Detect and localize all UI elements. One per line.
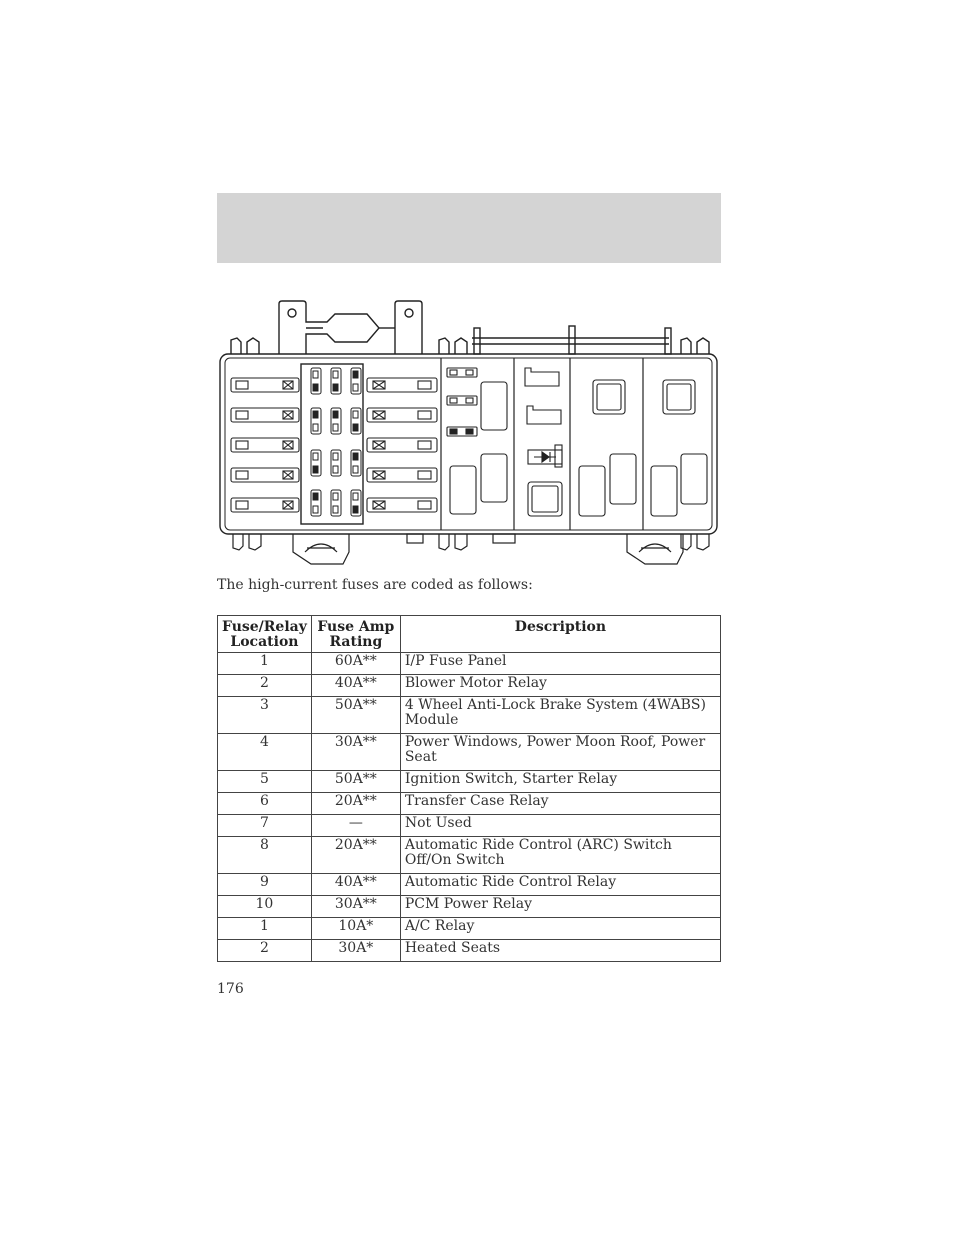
cell-location: 3 [218,697,312,734]
cell-location: 6 [218,793,312,815]
right-fuse-column [367,378,437,512]
mini-fuses [311,368,361,516]
cell-description: A/C Relay [400,918,720,940]
table-row [218,771,721,793]
cell-rating: 40A** [311,675,400,697]
cell-rating: — [311,815,400,837]
cell-description: PCM Power Relay [400,896,720,918]
table-row [218,918,721,940]
clip [439,338,467,354]
table-row [218,837,721,874]
header-description: Description [400,616,720,653]
table-row [218,697,721,734]
cell-rating: 40A** [311,874,400,896]
cell-description: 4 Wheel Anti-Lock Brake System (4WABS) Module [400,697,720,734]
rail-post [474,328,480,354]
table-row [218,793,721,815]
cell-rating: 20A** [311,837,400,874]
rail-post [569,326,575,354]
cell-rating: 20A** [311,793,400,815]
table-row [218,940,721,962]
cell-description: Automatic Ride Control (ARC) Switch Off/On Switch [400,837,720,874]
top-rail [472,338,669,344]
table-header-row [218,616,721,653]
page-number: 176 [217,981,244,997]
clip [231,338,259,354]
cell-location: 10 [218,896,312,918]
rail-post [665,328,671,354]
cell-rating: 30A** [311,734,400,771]
cell-rating: 30A* [311,940,400,962]
section-header-band [217,193,721,263]
intro-text: The high-current fuses are coded as follows: [217,577,533,593]
table-row [218,653,721,675]
cell-description: Heated Seats [400,940,720,962]
cell-location: 9 [218,874,312,896]
cell-location: 1 [218,653,312,675]
cell-description: Not Used [400,815,720,837]
cell-description: Ignition Switch, Starter Relay [400,771,720,793]
bottom-mounts [233,534,709,564]
cell-rating: 50A** [311,697,400,734]
cell-location: 4 [218,734,312,771]
relay-section-2 [525,368,562,516]
cell-description: Blower Motor Relay [400,675,720,697]
table-row [218,815,721,837]
cell-rating: 10A* [311,918,400,940]
header-location: Fuse/Relay Location [218,616,312,653]
table-row [218,675,721,697]
left-fuse-column [231,378,299,512]
fuse-table [217,615,721,962]
relay-section-1 [447,368,507,514]
header-rating: Fuse Amp Rating [311,616,400,653]
cell-location: 8 [218,837,312,874]
table-row [218,874,721,896]
cell-location: 1 [218,918,312,940]
top-mounting-bracket [279,301,422,354]
cell-description: I/P Fuse Panel [400,653,720,675]
cell-location: 2 [218,675,312,697]
cell-location: 2 [218,940,312,962]
cell-location: 5 [218,771,312,793]
cell-rating: 50A** [311,771,400,793]
relay-section-4 [651,380,707,516]
relay-section-3 [579,380,636,516]
cell-description: Transfer Case Relay [400,793,720,815]
cell-description: Power Windows, Power Moon Roof, Power Seat [400,734,720,771]
cell-rating: 30A** [311,896,400,918]
table-row [218,734,721,771]
cell-location: 7 [218,815,312,837]
cell-description: Automatic Ride Control Relay [400,874,720,896]
cell-rating: 60A** [311,653,400,675]
fuse-box-diagram [217,298,721,568]
table-row [218,896,721,918]
clip [681,338,709,354]
